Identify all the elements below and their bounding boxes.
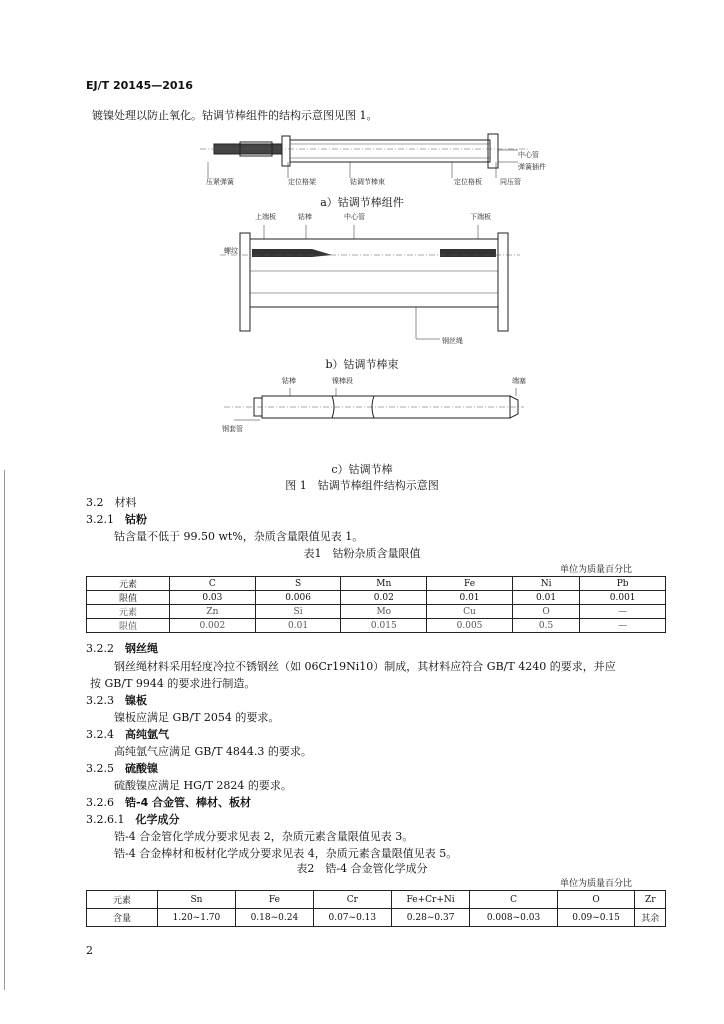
table-2 [86,890,666,927]
table-row [87,891,666,909]
section-number: 3.2.5 [86,762,114,775]
table-cell: Zn [170,605,256,619]
label-rod-bundle: 钴调节棒束 [350,178,385,186]
table-cell: 0.5 [512,619,579,633]
table-cell: 0.001 [580,591,666,605]
section-3-2-3 [86,692,147,708]
table-cell: Cu [427,605,513,619]
table-cell: Fe [235,891,313,909]
section-title: 钢丝绳 [125,642,158,655]
paragraph: 按 GB/T 9944 的要求进行制造。 [90,677,256,690]
table-cell: 限值 [87,619,170,633]
table-row [87,909,666,927]
table-cell: — [580,605,666,619]
scan-edge-line [4,470,5,990]
paragraph: 锆-4 合金棒材和板材化学成分要求见表 4，杂质元素含量限值见表 5。 [114,847,458,860]
table-cell: Mn [341,577,427,591]
table-cell: Ni [512,577,579,591]
table-row [87,605,666,619]
label-center-tube-a: 中心管 [518,151,539,159]
table-cell: 含量 [87,909,158,927]
table-cell: O [557,891,635,909]
label-cobalt-rod-c: 钴棒 [282,377,296,385]
table-cell: 0.03 [170,591,256,605]
table-cell: Sn [158,891,236,909]
table-cell: 0.01 [512,591,579,605]
paragraph: 高纯氩气应满足 GB/T 4844.3 的要求。 [114,745,312,758]
table-cell: 限值 [87,591,170,605]
table-cell: 1.20~1.70 [158,909,236,927]
label-tube: 同压管 [500,178,521,186]
section-number: 3.2.4 [86,728,114,741]
figure-a-caption: a）钴调节棒组件 [320,196,404,209]
table-cell: — [580,619,666,633]
table-cell: 其余 [635,909,666,927]
figure-b-caption: b）钴调节棒束 [325,358,399,371]
label-end-plug: 端塞 [512,377,526,385]
table-cell: Cr [313,891,391,909]
label-cobalt-rod-b: 钴棒 [298,213,312,221]
table-cell: 0.09~0.15 [557,909,635,927]
table-row [87,577,666,591]
label-lower-plate: 下端板 [470,213,491,221]
table-cell: 0.006 [255,591,341,605]
table-2-unit: 单位为质量百分比 [560,879,633,889]
table-2-title: 表2 锆-4 合金管化学成分 [296,862,428,875]
table-cell: Mo [341,605,427,619]
intro-text: 镀镍处理以防止氧化。钴调节棒组件的结构示意图见图 1。 [92,109,378,122]
table-cell: Fe [427,577,513,591]
table-cell: Fe+Cr+Ni [391,891,470,909]
table-cell: C [470,891,557,909]
label-center-tube-b: 中心管 [344,213,365,221]
figure-b-drawing [220,215,520,345]
paragraph: 钢丝绳材料采用轻度冷拉不锈钢丝（如 06Cr19Ni10）制成，其材料应符合 GB/T 4240 的要求，并应 [114,660,616,673]
table-cell: 0.002 [170,619,256,633]
figure-c-drawing [224,384,524,434]
table-cell: 元素 [87,891,158,909]
section-number: 3.2.6 [86,796,114,809]
paragraph: 钴含量不低于 99.50 wt%，杂质含量限值见表 1。 [114,530,364,543]
section-title: 镍板 [125,694,147,707]
label-grid: 定位格架 [288,178,316,186]
table-cell: 0.008~0.03 [470,909,557,927]
table-1 [86,576,666,633]
figure-c-caption: c）钴调节棒 [331,463,393,476]
table-row [87,591,666,605]
table-row [87,619,666,633]
table-cell: 0.01 [427,591,513,605]
section-number: 3.2.6.1 [86,813,125,826]
document-header: EJ/T 20145—2016 [86,79,193,92]
table-1-unit: 单位为质量百分比 [560,565,633,575]
section-title: 钴粉 [125,513,147,526]
label-plate: 定位格板 [454,178,482,186]
section-title: 锆-4 合金管、棒材、板材 [125,796,252,809]
section-3-2-6 [86,794,251,810]
section-3-2-6-1 [86,811,179,827]
paragraph: 硫酸镍应满足 HG/T 2824 的要求。 [114,779,292,792]
section-title: 高纯氩气 [125,728,169,741]
table-cell: 0.015 [341,619,427,633]
section-3-2-5 [86,760,158,776]
label-wire-rope: 钢丝绳 [442,337,463,345]
table-cell: 0.02 [341,591,427,605]
table-cell: O [512,605,579,619]
label-upper-plate: 上端板 [255,213,276,221]
table-cell: Zr [635,891,666,909]
label-nickel-segment: 镍棒段 [332,377,353,385]
section-3-2-4 [86,726,169,742]
label-steel-tube: 钢套管 [222,425,243,433]
label-spring: 压紧弹簧 [206,178,234,186]
table-cell: 0.005 [427,619,513,633]
page-number: 2 [86,944,93,957]
section-title: 硫酸镍 [125,762,158,775]
paragraph: 镍板应满足 GB/T 2054 的要求。 [114,711,280,724]
table-cell: C [170,577,256,591]
table-cell: 元素 [87,577,170,591]
section-number: 3.2.1 [86,513,114,526]
table-cell: 0.18~0.24 [235,909,313,927]
section-number: 3.2.3 [86,694,114,707]
section-3-2: 3.2 材料 [86,496,137,509]
table-cell: 0.07~0.13 [313,909,391,927]
table-cell: 0.01 [255,619,341,633]
section-3-2-2 [86,640,158,656]
table-cell: 0.28~0.37 [391,909,470,927]
label-thread: 螺纹 [224,247,238,255]
table-cell: Si [255,605,341,619]
section-title: 化学成分 [135,813,180,826]
section-number: 3.2.2 [86,642,114,655]
table-cell: S [255,577,341,591]
table-cell: Pb [580,577,666,591]
table-cell: 元素 [87,605,170,619]
figure-title: 图 1 钴调节棒组件结构示意图 [285,479,439,492]
label-spring-insert: 弹簧插件 [518,163,546,171]
paragraph: 锆-4 合金管化学成分要求见表 2，杂质元素含量限值见表 3。 [114,830,414,843]
table-1-title: 表1 钴粉杂质含量限值 [303,547,421,560]
section-3-2-1 [86,511,147,527]
